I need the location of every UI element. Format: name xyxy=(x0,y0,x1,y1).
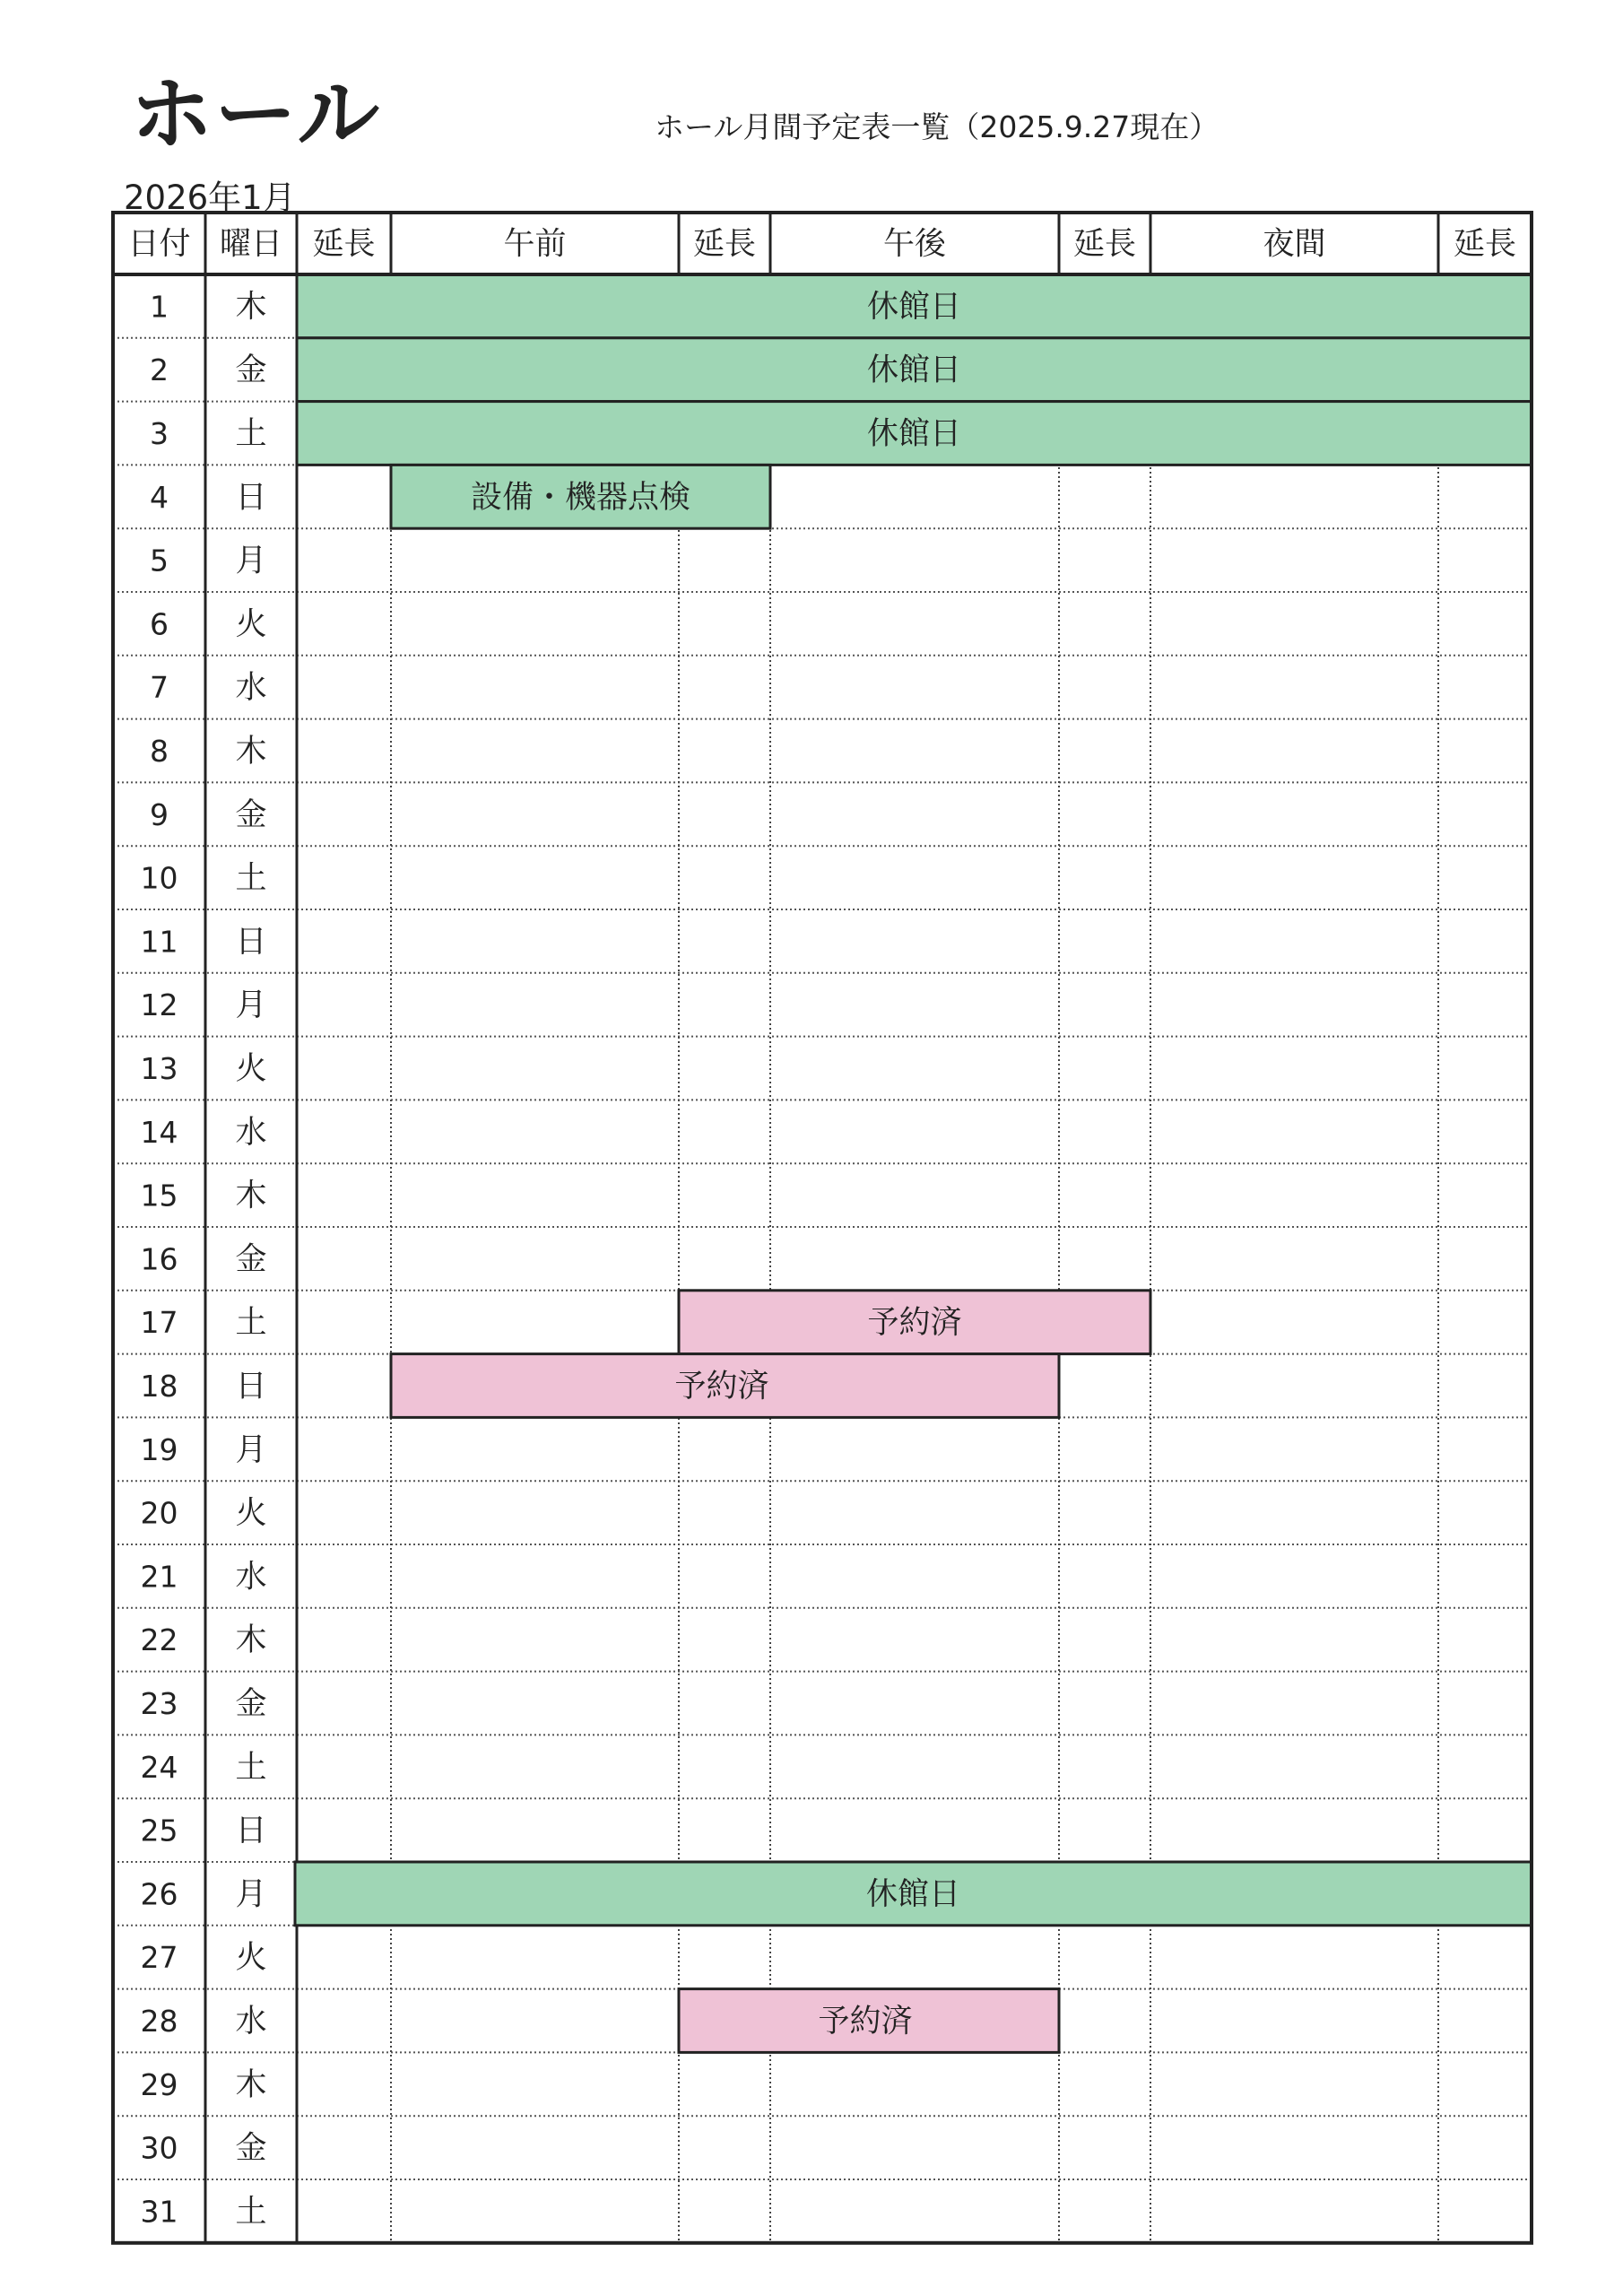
day-number: 14 xyxy=(140,1114,178,1150)
day-number: 3 xyxy=(150,416,169,451)
day-number: 25 xyxy=(140,1813,178,1848)
weekday: 月 xyxy=(235,543,267,579)
booking-label: 予約済 xyxy=(818,2004,913,2039)
column-header: 曜日 xyxy=(219,226,283,263)
weekday: 土 xyxy=(235,2194,267,2231)
weekday: 金 xyxy=(235,1686,267,1722)
weekday: 金 xyxy=(235,2130,267,2167)
weekday: 土 xyxy=(235,416,267,452)
day-number: 28 xyxy=(140,2004,178,2039)
column-header: 午前 xyxy=(503,226,567,263)
booking-label: 休館日 xyxy=(866,352,962,389)
weekday: 火 xyxy=(235,1940,267,1977)
day-number: 21 xyxy=(140,1559,178,1595)
day-number: 11 xyxy=(140,924,178,960)
weekday: 日 xyxy=(235,1369,267,1405)
day-number: 16 xyxy=(140,1241,178,1277)
day-number: 24 xyxy=(140,1749,178,1785)
booking-label: 予約済 xyxy=(867,1305,962,1342)
day-number: 17 xyxy=(140,1305,178,1341)
weekday: 木 xyxy=(235,1622,267,1659)
day-number: 29 xyxy=(140,2066,178,2102)
day-number: 2 xyxy=(150,352,169,388)
weekday: 土 xyxy=(235,1305,267,1342)
weekday: 月 xyxy=(235,1431,267,1468)
day-number: 30 xyxy=(140,2130,178,2166)
weekday: 水 xyxy=(235,1114,267,1151)
weekday: 月 xyxy=(235,1876,267,1913)
weekday: 木 xyxy=(235,289,267,326)
day-number: 9 xyxy=(150,796,169,832)
column-header: 延長 xyxy=(1072,226,1137,263)
weekday: 金 xyxy=(235,352,267,389)
weekday: 日 xyxy=(235,1813,267,1849)
column-header: 延長 xyxy=(312,226,376,263)
day-number: 22 xyxy=(140,1622,178,1658)
day-number: 20 xyxy=(140,1495,178,1531)
weekday: 金 xyxy=(235,796,267,833)
weekday: 火 xyxy=(235,1051,267,1087)
day-number: 13 xyxy=(140,1051,178,1086)
page-subtitle: ホール月間予定表一覧（2025.9.27現在） xyxy=(655,109,1219,144)
day-number: 26 xyxy=(140,1876,178,1912)
column-header: 午後 xyxy=(882,226,947,263)
weekday: 金 xyxy=(235,1241,267,1278)
day-number: 10 xyxy=(140,860,178,896)
weekday: 土 xyxy=(235,1749,267,1786)
booking-label: 休館日 xyxy=(866,416,962,452)
weekday: 月 xyxy=(235,987,267,1024)
column-header: 日付 xyxy=(127,226,191,263)
weekday: 水 xyxy=(235,2004,267,2039)
day-number: 27 xyxy=(140,1940,178,1976)
weekday: 木 xyxy=(235,2066,267,2103)
page-title: ホール xyxy=(130,66,382,162)
column-header: 延長 xyxy=(1453,226,1517,263)
weekday: 日 xyxy=(235,479,267,516)
day-number: 7 xyxy=(150,670,169,706)
booking-label: 休館日 xyxy=(866,289,962,326)
day-number: 6 xyxy=(150,606,169,642)
month-label: 2026年1月 xyxy=(124,178,296,217)
weekday: 水 xyxy=(235,670,267,707)
weekday: 木 xyxy=(235,1178,267,1214)
weekday: 火 xyxy=(235,606,267,643)
weekday: 木 xyxy=(235,734,267,770)
booking-label: 設備・機器点検 xyxy=(470,479,691,516)
weekday: 土 xyxy=(235,860,267,897)
weekday: 日 xyxy=(235,924,267,961)
day-number: 18 xyxy=(140,1369,178,1404)
day-number: 19 xyxy=(140,1431,178,1467)
day-number: 4 xyxy=(150,479,169,515)
booking-label: 休館日 xyxy=(865,1876,961,1913)
weekday: 水 xyxy=(235,1559,267,1596)
column-header: 夜間 xyxy=(1263,226,1326,263)
day-number: 31 xyxy=(140,2194,178,2230)
day-number: 15 xyxy=(140,1178,178,1213)
day-number: 5 xyxy=(150,543,169,578)
day-number: 1 xyxy=(150,289,169,325)
day-number: 23 xyxy=(140,1686,178,1721)
booking-label: 予約済 xyxy=(674,1369,769,1405)
column-header: 延長 xyxy=(692,226,757,263)
day-number: 12 xyxy=(140,987,178,1023)
day-number: 8 xyxy=(150,734,169,769)
weekday: 火 xyxy=(235,1495,267,1532)
